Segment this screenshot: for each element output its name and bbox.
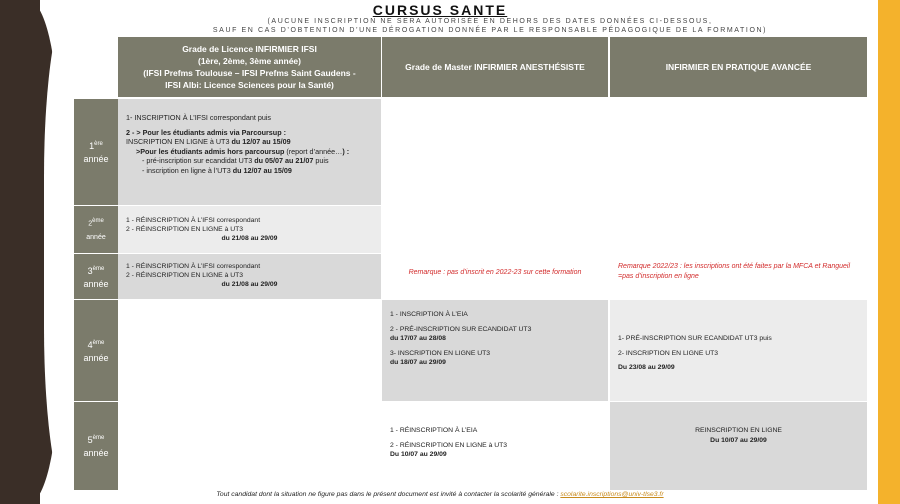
ipa-y4-line-1: 1- PRÉ-INSCRIPTION SUR ECANDIDAT UT3 puis bbox=[618, 335, 772, 342]
master-year-5-cell bbox=[382, 402, 608, 490]
footer-note bbox=[0, 491, 880, 498]
header-licence-line-3: (IFSI Prefms Toulouse – IFSI Prefms Saint Gaudens - bbox=[143, 68, 356, 78]
licence-y2-line-1: 1 - RÉINSCRIPTION À L’IFSI correspondant bbox=[126, 217, 261, 224]
footer-email-link[interactable]: scolarite.inscriptions@univ-tlse3.fr bbox=[560, 491, 664, 498]
ipa-y4-line-2: 2- INSCRIPTION EN LIGNE UT3 bbox=[618, 349, 719, 357]
master-y5-line-1: 1 - RÉINSCRIPTION À L’EIA bbox=[390, 427, 478, 434]
master-y4-dates-1: du 17/07 au 28/08 bbox=[390, 335, 446, 342]
header-ipa: INFIRMIER EN PRATIQUE AVANCÉE bbox=[610, 37, 867, 97]
licence-y3-dates: du 21/08 au 29/09 bbox=[221, 281, 278, 288]
footer-text: Tout candidat dont la situation ne figure pas dans le présent document est invité à contacter la scolarité générale : bbox=[216, 491, 561, 498]
ipa-y5-line-1: REINSCRIPTION EN LIGNE bbox=[695, 427, 782, 434]
ipa-year-4-cell bbox=[610, 300, 867, 401]
licence-y2-line-2: 2 - RÉINSCRIPTION EN LIGNE à UT3 bbox=[126, 226, 244, 233]
master-y4-line-1: 1 - INSCRIPTION À L’EIA bbox=[390, 311, 468, 318]
left-decor-curve-inner bbox=[44, 0, 72, 504]
master-y4-line-3: 3- INSCRIPTION EN LIGNE UT3 bbox=[390, 349, 491, 357]
licence-year-1-cell: 1- INSCRIPTION À L’IFSI correspondant puis 2 - > Pour les étudiants admis via Parcoursup : INSCRIPTION EN LIGNE à UT3 du 12/07 au 15/09 >Pour les étudiants admis hors parcoursup (report d’année…) : - pré-inscription sur ecandidat UT3 du 05/07 au 21/07 puis - inscription en ligne à l’UT3 du 12/07 au 15/09 bbox=[118, 99, 381, 205]
master-y4-line-2: 2 - PRÉ-INSCRIPTION SUR ECANDIDAT UT3 bbox=[390, 325, 532, 333]
ipa-y4-dates: Du 23/08 au 29/09 bbox=[618, 364, 675, 371]
header-licence-line-1: Grade de Licence INFIRMIER IFSI bbox=[182, 44, 317, 54]
header-licence-line-2: (1ère, 2ème, 3ème année) bbox=[197, 56, 301, 66]
right-decor-band bbox=[878, 0, 900, 504]
subtitle-line-1: (AUCUNE INSCRIPTION NE SERA AUTORISÉE EN DEHORS DES DATES DONNÉES CI-DESSOUS, bbox=[267, 18, 713, 25]
master-y5-dates: Du 10/07 au 29/09 bbox=[390, 451, 447, 458]
row-head-year-3: 3ème année bbox=[74, 254, 118, 299]
page-title: CURSUS SANTE bbox=[372, 2, 508, 18]
licence-year-2-cell bbox=[118, 206, 381, 253]
ipa-year-5-cell bbox=[610, 402, 867, 490]
master-remark: Remarque : pas d’inscrit en 2022-23 sur cette formation bbox=[382, 262, 608, 282]
header-master: Grade de Master INFIRMIER ANESTHÉSISTE bbox=[382, 37, 608, 97]
licence-y1-line-2: 2 - > Pour les étudiants admis via Parcoursup : bbox=[126, 127, 286, 137]
row-head-year-2: 2ème année bbox=[74, 206, 118, 253]
row-head-year-4: 4ème année bbox=[74, 300, 118, 401]
ipa-y5-dates: Du 10/07 au 29/09 bbox=[710, 436, 767, 444]
subtitle-line-2: SAUF EN CAS D’OBTENTION D’UNE DÉROGATION DONNÉE PAR LE RESPONSABLE PÉDAGOGIQUE DE LA FORMATION) bbox=[212, 27, 768, 34]
ipa-remark: Remarque 2022/23 : les inscriptions ont été faites par la MFCA et Rangueil =pas d’inscription en ligne bbox=[610, 256, 867, 288]
row-head-year-5: 5ème année bbox=[74, 402, 118, 490]
master-y4-dates-2: du 18/07 au 29/09 bbox=[390, 359, 446, 366]
header-licence-line-4: IFSI Albi: Licence Sciences pour la Santé) bbox=[165, 80, 334, 90]
licence-y3-line-2: 2 - RÉINSCRIPTION EN LIGNE à UT3 bbox=[126, 272, 244, 279]
licence-y3-line-1: 1 - RÉINSCRIPTION À L’IFSI correspondant bbox=[126, 263, 261, 270]
licence-y1-line-1: 1- INSCRIPTION À L’IFSI correspondant puis bbox=[126, 113, 272, 122]
master-year-4-cell bbox=[382, 300, 608, 401]
master-y5-line-2: 2 - RÉINSCRIPTION EN LIGNE à UT3 bbox=[390, 441, 508, 449]
header-licence bbox=[118, 37, 381, 97]
row-head-year-1: 1ère année bbox=[74, 99, 118, 205]
licence-year-3-cell bbox=[118, 254, 381, 299]
licence-y2-dates: du 21/08 au 29/09 bbox=[221, 235, 278, 242]
